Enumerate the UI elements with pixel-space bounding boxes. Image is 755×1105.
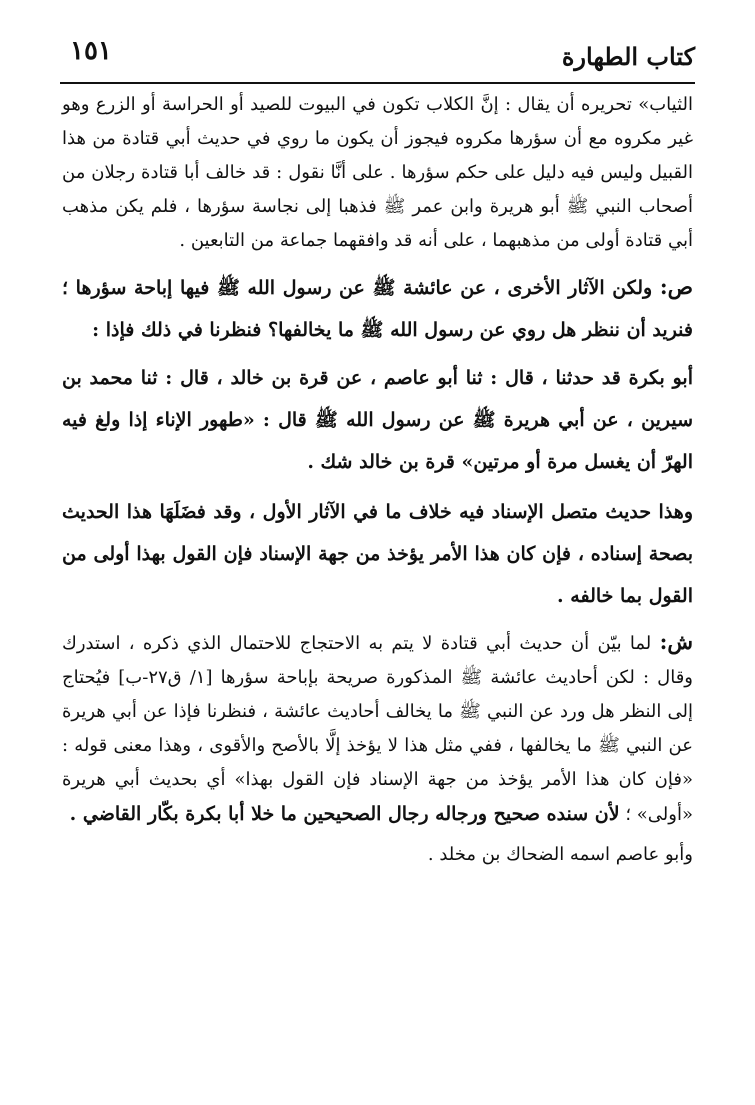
paragraph-commentary-2-bold: لأن سنده صحيح ورجاله رجال الصحيحين ما خلا أبا بكرة بكّار القاضي . [69, 803, 620, 825]
paragraph-commentary-2-body: لما بيّن أن حديث أبي قتادة لا يتم به الاحتجاج للاحتمال الذي ذكره ، استدرك وقال : لكن أحاديث عائشة ﷺ المذكورة صريحة بإباحة سؤرها [١/ ق٢٧-ب] فيُحتاج إلى النظر هل ورد عن النبي ﷺ ما يخالف أحاديث عائشة ، فنظرنا فإذا عن أبي هريرة عن النبي ﷺ ما يخالفها ، ففي مثل هذا لا يؤخذ إلَّا بالأصح والأقوى ، وهذا معنى قوله : «فإن كان هذا الأمر يؤخذ من جهة الإسناد فإن القول بهذا» أي بحديث أبي هريرة «أولى» ؛ [62, 633, 693, 825]
paragraph-text-1 [62, 266, 693, 351]
page-number: ١٥١ [70, 36, 112, 66]
page-header [60, 34, 695, 76]
paragraph-commentary-1: الثياب» تحريره أن يقال : إنَّ الكلاب تكون في البيوت للصيد أو الحراسة أو الزرع وهو غير مكروه مع أن سؤرها مكروه فيجوز أن يكون ما روي في حديث أبي قتادة من هذا القبيل وليس فيه دليل على حكم سؤرها . على أنَّا نقول : قد خالف أبا قتادة رجلان من أصحاب النبي ﷺ أبو هريرة وابن عمر ﷺ فذهبا إلى نجاسة سؤرها ، فلم يكن مذهب أبي قتادة أولى من مذهبهما ، على أنه قد وافقهما جماعة من التابعين . [62, 94, 693, 251]
paragraph-text-1-body: ولكن الآثار الأخرى ، عن عائشة ﷺ عن رسول الله ﷺ فيها إباحة سؤرها ؛ فنريد أن ننظر هل روي عن رسول الله ﷺ ما يخالفها؟ فنظرنا في ذلك فإذا : [62, 277, 693, 341]
page-body [62, 88, 693, 878]
paragraph-text-2: وهذا حديث متصل الإسناد فيه خلاف ما في الآثار الأول ، وقد فضَلَهَا هذا الحديث بصحة إسناده ، فإن كان هذا الأمر يؤخذ من جهة الإسناد فإن القول بهذا أولى من القول بما خالفه . [62, 501, 693, 607]
chapter-title: كتاب الطهارة [561, 42, 695, 71]
commentary-label: ش: [659, 629, 694, 654]
paragraph-hadith-chain: أبو بكرة قد حدثنا ، قال : ثنا أبو عاصم ، عن قرة بن خالد ، قال : ثنا محمد بن سيرين ، عن أبي هريرة ﷺ عن رسول الله ﷺ قال : «طهور الإناء إذا ولغ فيه الهرّ أن يغسل مرة أو مرتين» قرة بن خالد شك . [62, 367, 693, 473]
text-label: ص: [659, 274, 693, 299]
paragraph-note: وأبو عاصم اسمه الضحاك بن مخلد . [427, 844, 693, 865]
header-divider [60, 82, 695, 84]
paragraph-commentary-2 [62, 625, 693, 832]
